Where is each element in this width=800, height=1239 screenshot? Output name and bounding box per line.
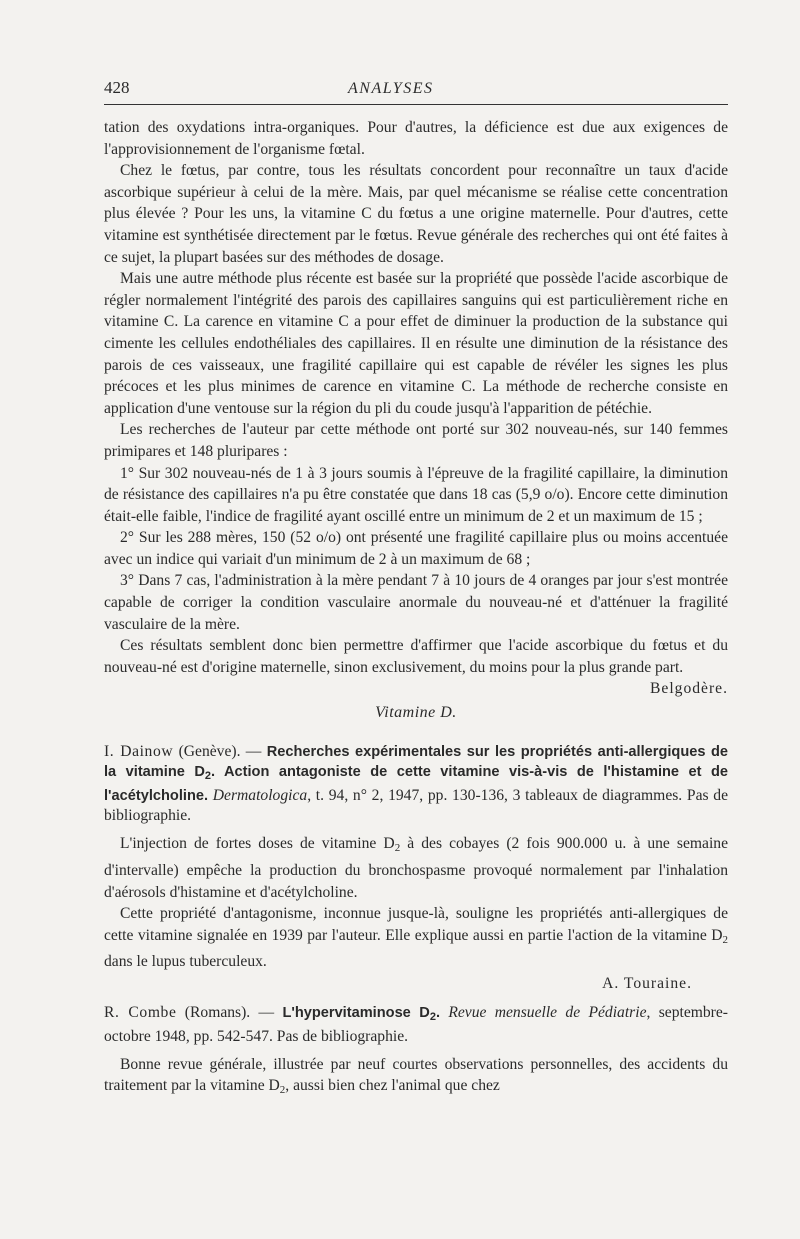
reference-journal: Revue mensuelle de Pédiatrie bbox=[448, 1003, 647, 1021]
article-body bbox=[104, 117, 728, 698]
paragraph: 3° Dans 7 cas, l'administration à la mère pendant 7 à 10 jours de 4 oranges par jour s'est montrée capable de corriger la condition vasculaire anormale du nouveau-né et d'atténuer la fragilité vasculaire de la mère. bbox=[104, 572, 728, 633]
reference-details: , t. 94, n° 2, 1947, pp. 130-136, 3 tableaux de diagrammes. Pas de bibliographie. bbox=[104, 787, 728, 825]
paragraph: Les recherches de l'auteur par cette méthode ont porté sur 302 nouveau-nés, sur 140 femmes primipares et 148 pluripares : bbox=[104, 421, 728, 460]
reference-author: I. Dainow bbox=[104, 743, 174, 761]
reference-place: (Romans). — bbox=[184, 1003, 283, 1021]
paragraph: tation des oxydations intra-organiques. Pour d'autres, la déficience est due aux exigences de l'approvisionnement de l'organisme fœtal. bbox=[104, 119, 728, 158]
paragraph: Bonne revue générale, illustrée par neuf courtes observations personnelles, des accidents du traitement par la vitamine $D_2$, aussi bien chez l'animal que chez bbox=[104, 1055, 728, 1097]
reference-entry bbox=[104, 1003, 728, 1102]
author-signature: Belgodère. bbox=[650, 680, 728, 698]
conclusion-paragraph bbox=[104, 635, 728, 698]
page-number: 428 bbox=[104, 78, 130, 97]
reference-journal: Dermatologica bbox=[212, 787, 308, 805]
reference-entry bbox=[104, 742, 728, 994]
paragraph: Mais une autre méthode plus récente est basée sur la propriété que possède l'acide ascorbique de régler normalement l'intégrité des parois des capillaires sanguins qui est particulièrement riche en vitamine C. La carence en vitamine C a pour effet de diminuer la production de la substance qui cimente les cellules endothéliales des capillaires. Il en résulte une diminution de la résistance des parois de ces vaisseaux, une fragilité capillaire qui est capable de révéler les signes les plus précoces et les plus minimes de carence en vitamine C. La méthode de recherche consiste en application d'une ventouse sur la région du pli du coude jusqu'à l'apparition de pétéchie. bbox=[104, 270, 728, 417]
conclusion-text: Ces résultats semblent donc bien permettre d'affirmer que l'acide ascorbique du fœtus et du nouveau-né est d'origine maternelle, sinon exclusivement, du moins pour la plus grande part. bbox=[104, 637, 728, 676]
reference-author: R. Combe bbox=[104, 1003, 177, 1021]
reference-place: (Genève). — bbox=[178, 743, 267, 761]
paragraph: 2° Sur les 288 mères, 150 (52 o/o) ont présenté une fragilité capillaire plus ou moins accentuée avec un indice qui variait d'un minimum de 2 à un maximum de 68 ; bbox=[104, 529, 728, 568]
reference-title: Recherches expérimentales sur les propriétés anti-allergiques de la vitamine $D_2$. Action antagoniste de cette vitamine vis-à-vis de l'histamine et de l'acétylcholine. bbox=[104, 744, 729, 805]
paragraph: 1° Sur 302 nouveau-nés de 1 à 3 jours soumis à l'épreuve de la fragilité capillaire, la diminution de résistance des capillaires n'a pu être constatée que dans 18 cas (5,9 o/o). Encore cette diminution était-elle faible, l'indice de fragilité ayant oscillé entre un minimum de 2 et un maximum de 15 ; bbox=[104, 464, 728, 525]
paragraph: Chez le fœtus, par contre, tous les résultats concordent pour reconnaître un taux d'acide ascorbique supérieur à celui de la mère. Mais, par quel mécanisme se réalise cette concentration plus élevée ? Pour les uns, la vitamine C du fœtus a une origine maternelle. Pour d'autres, cette vitamine est synthétisée directement par le fœtus. Revue générale des recherches qui ont été faites à ce sujet, la plupart basées sur des méthodes de dosage. bbox=[104, 162, 728, 266]
running-title: ANALYSES bbox=[348, 80, 434, 97]
paragraph: L'injection de fortes doses de vitamine $D_2$ à des cobayes (2 fois 900.000 u. à une semaine d'intervalle) empêche la production du bronchospasme provoqué normalement par l'inhalation d'aérosols d'histamine et d'acétylcholine. bbox=[104, 835, 728, 901]
running-header bbox=[104, 78, 728, 105]
reference-citation bbox=[104, 1003, 728, 1046]
author-signature: A. Touraine. bbox=[602, 975, 692, 992]
paragraph: Cette propriété d'antagonisme, inconnue jusque-là, souligne les propriétés anti-allergiques de cette vitamine signalée en 1939 par l'auteur. Elle explique aussi en partie l'action de la vitamine $D_2$ dans le lupus tuberculeux. bbox=[104, 905, 728, 971]
reference-citation bbox=[104, 742, 728, 825]
section-title: Vitamine D. bbox=[375, 704, 457, 722]
reference-title: L'hypervitaminose $D_2$. bbox=[282, 1004, 441, 1023]
reference-details: , septembre-octobre 1948, pp. 542-547. Pas de bibliographie. bbox=[104, 1003, 728, 1045]
